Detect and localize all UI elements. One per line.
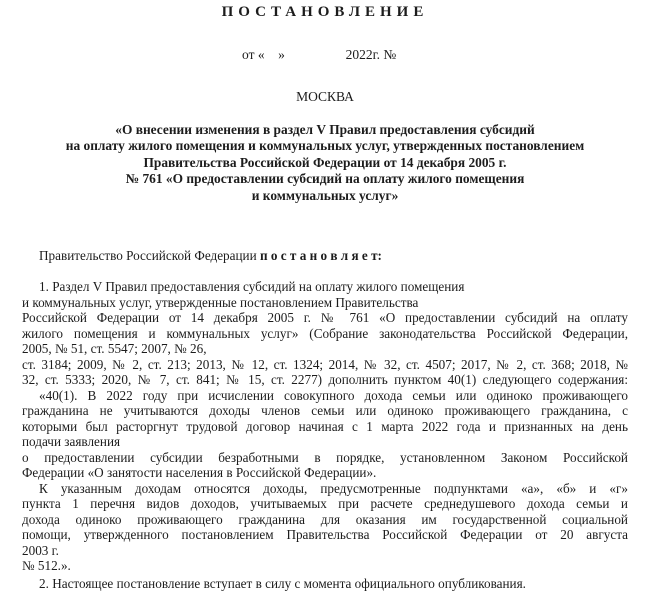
document-body [22,248,628,591]
title-line: Правительства Российской Федерации от 14 декабря 2005 г. [143,154,507,170]
decree-verb: п о с т а н о в л я е т: [259,248,382,264]
intro-line [22,248,628,264]
document-heading: ПОСТАНОВЛЕНИЕ [221,4,429,20]
intro-prefix: Правительство Российской Федерации [39,248,260,264]
title-line: и коммунальных услуг» [251,187,399,203]
body-line: дохода одиноко проживающего гражданина для оказания им государственной социальной [22,511,628,527]
date-number-line: от « » 2022г. № [242,47,397,62]
body-line: № 512.». [22,558,71,574]
title-line: № 761 «О предоставлении субсидий на оплату жилого помещения [125,171,525,187]
body-line: подачи заявления [22,434,121,450]
body-line: Федерации «О занятости населения в Российской Федерации». [22,465,377,481]
body-line: К указанным доходам относятся доходы, предусмотренные подпунктами «а», «б» и «г» [39,480,628,496]
body-line: ст. 3184; 2009, № 2, ст. 213; 2013, № 12, ст. 1324; 2014, № 32, ст. 4507; 2017, № 2, ст. 368; 2018, № [22,356,628,372]
body-line: и коммунальных услуг, утвержденные постановлением Правительства [22,294,419,310]
body-line: жилого помещения и коммунальных услуг» (Собрание законодательства Российской Федерации, [22,325,628,341]
body-line: о предоставлении субсидии безработными в порядке, установленном Законом Российской [22,449,628,465]
title-line: на оплату жилого помещения и коммунальных услуг, утвержденных постановлением [65,138,585,154]
body-line: 1. Раздел V Правил предоставления субсидий на оплату жилого помещения [39,279,465,295]
city-line: МОСКВА [296,89,354,104]
body-line: которыми был расторгнут трудовой договор начиная с 1 марта 2022 года и признанных на день [22,418,628,434]
body-line: 2. Настоящее постановление вступает в силу с момента официального опубликования. [39,575,526,591]
document-title [22,122,628,204]
body-line: пункта 1 перечня видов доходов, учитываемых при расчете среднедушевого дохода семьи и [22,496,628,512]
body-line: 2005, № 51, ст. 5547; 2007, № 26, [22,341,207,357]
body-line: Российской Федерации от 14 декабря 2005 г. № 761 «О предоставлении субсидий на оплату [22,310,628,326]
title-line: «О внесении изменения в раздел V Правил предоставления субсидий [115,122,535,137]
body-line: помощи, утвержденного постановлением Правительства Российской Федерации от 20 августа [22,527,628,543]
body-line: 2003 г. [22,542,59,558]
body-line: гражданина не учитываются доходы членов семьи или одиноко проживающего гражданина, с [22,403,628,419]
body-line: 32, ст. 5333; 2020, № 7, ст. 841; № 15, ст. 2277) дополнить пунктом 40(1) следующего содержания: [22,372,628,388]
body-line: «40(1). В 2022 году при исчислении совокупного дохода семьи или одиноко проживающего [39,387,628,403]
